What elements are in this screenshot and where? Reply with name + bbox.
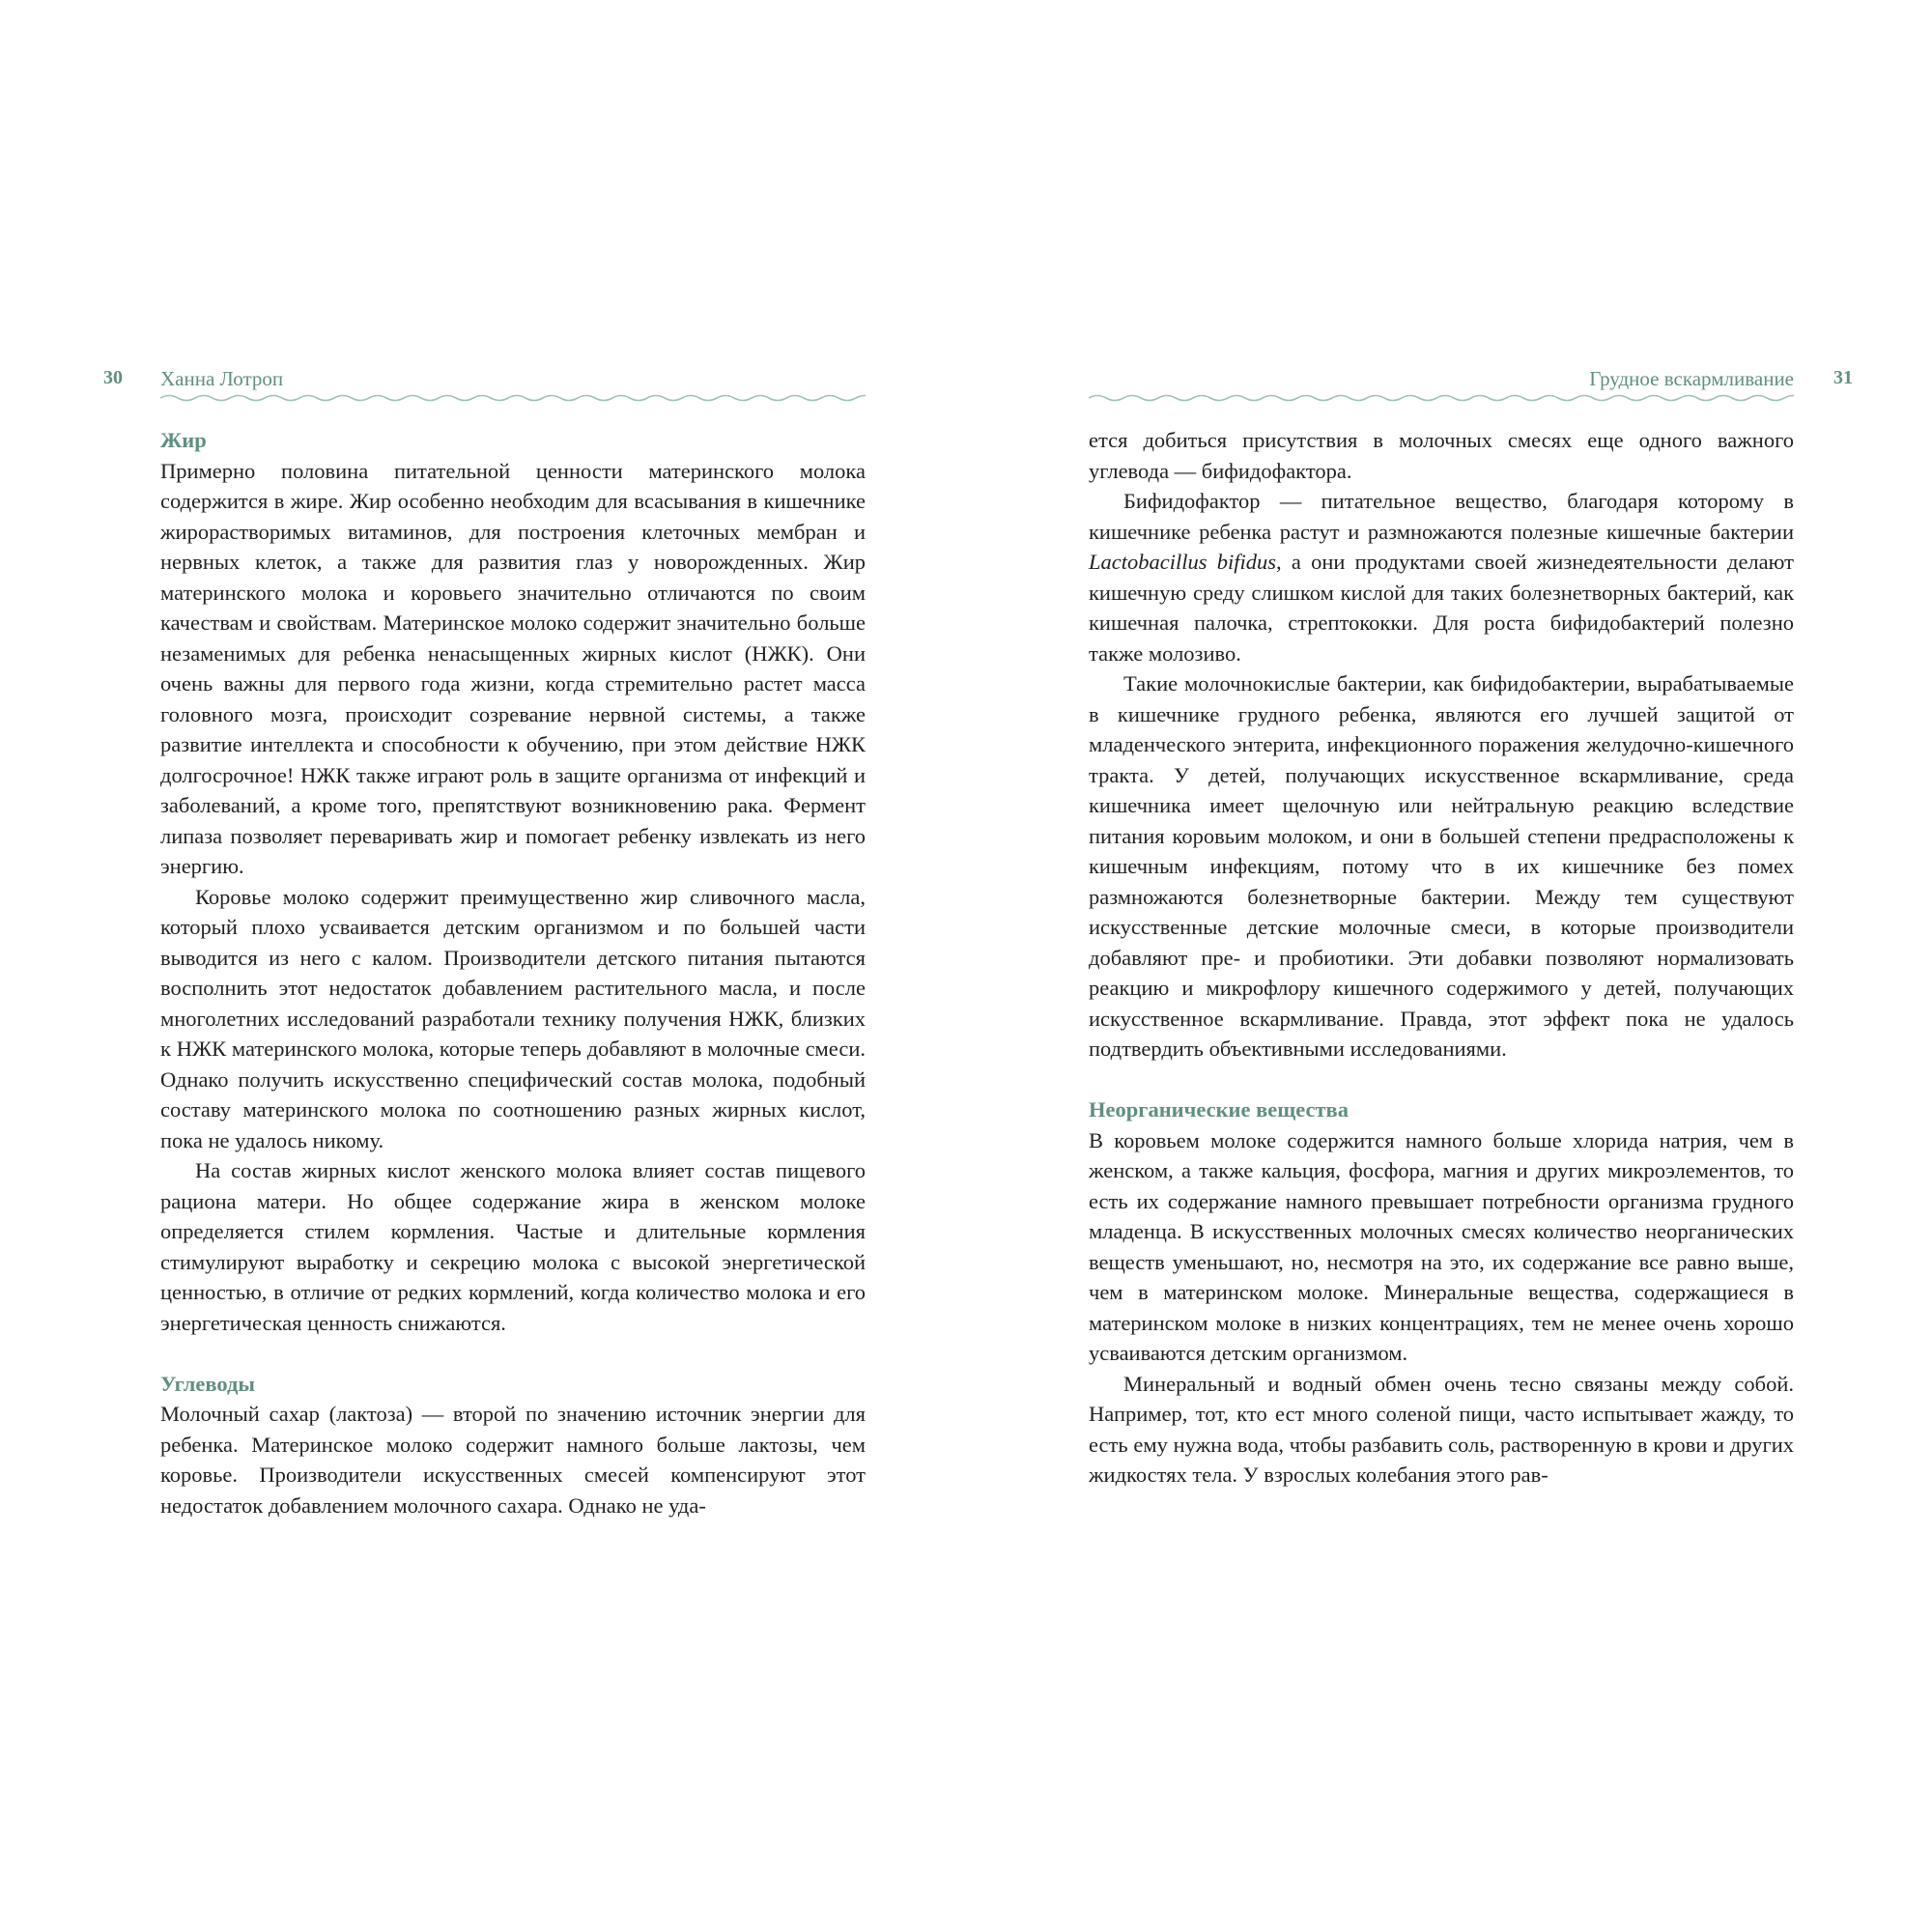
running-head: Ханна Лотроп [160,367,284,390]
header-wave-rule [1089,393,1794,403]
page-number: 30 [103,367,123,388]
section-heading-fat: Жир [160,428,207,452]
page-number: 31 [1833,367,1853,388]
paragraph: На состав жирных кислот женского молока влияет состав пищевого рациона матери. Но общее содержание жира в женском молоке определяется стилем кормления. Частые и длительные кормления стимулируют выработку и секрецию молока с высокой энергетической ценностью, в отличие от редких кормлений, когда количество молока и его энергетическая ценность снижаются. [160,1158,866,1335]
section-heading-inorganic: Неорганические вещества [1089,1097,1349,1122]
species-name: Lactobacillus bifidus [1089,550,1276,574]
paragraph: Такие молочнокислые бактерии, как бифидобактерии, вырабатываемые в кишечнике грудного ребенка, являются его лучшей защитой от младенческого энтерита, инфекционного поражения желудочно-кишечного тракта. У детей, получающих искусственное вскармливание, среда кишечника имеет щелочную или нейтральную реакцию вследствие питания коровьим молоком, и они в большей степени предрасположены к кишечным инфекциям, потому что в их кишечнике без помех размножаются болезнетворные бактерии. Между тем существуют искусственные детские молочные смеси, в которые производители добавляют пре- и пробиотики. Эти добавки позволяют нормализовать реакцию и микрофлору кишечного содержимого у детей, получающих искусственное вскармливание. Правда, этот эффект пока не удалось подтвердить объективными исследованиями. [1089,671,1794,1061]
paragraph: В коровьем молоке содержится намного больше хлорида натрия, чем в женском, а также кальция, фосфора, магния и других микроэлементов, то есть их содержание намного превышает потребности организма грудного младенца. В искусственных молочных смесях количество неорганических веществ уменьшают, но, несмотря на это, их содержание все равно выше, чем в материнском молоке. Минеральные вещества, содержащиеся в материнском молоке в низких концентрациях, тем не менее очень хорошо усваиваются детским организмом. [1089,1127,1794,1365]
paragraph: Молочный сахар (лактоза) — второй по значению источник энергии для ребенка. Материнское молоко содержит намного больше лактозы, чем коровье. Производители искусственных смесей компенсируют этот недостаток добавлением молочного сахара. Однако не уда- [160,1402,866,1518]
section-gap [160,1338,866,1369]
paragraph: Минеральный и водный обмен очень тесно связаны между собой. Например, тот, кто ест много соленой пищи, часто испытывает жажду, то есть ему нужна вода, чтобы разбавить соль, растворенную в крови и других жидкостях тела. У взрослых колебания этого рав- [1089,1371,1794,1487]
paragraph: Примерно половина питательной ценности материнского молока содержится в жире. Жир особенно необходим для всасывания в кишечнике жирорастворимых витаминов, для построения клеточных мембран и нервных клеток, а также для развития глаз у новорожденных. Жир материнского молока и коровьего значительно отличаются по своим качествам и свойствам. Материнское молоко содержит значительно больше незаменимых для ребенка ненасыщенных жирных кислот (НЖК). Они очень важны для первого года жизни, когда стремительно растет масса головного мозга, происходит созревание нервной системы, а также развитие интеллекта и способности к обучению, при этом действие НЖК долгосрочное! НЖК также играют роль в защите организма от инфекций и заболеваний, а кроме того, препятствуют возникновению рака. Фермент липаза позволяет переваривать жир и помогает ребенку извлекать из него энергию. [160,458,866,878]
paragraph: Коровье молоко содержит преимущественно жир сливочного масла, который плохо усваивается детским организмом и по большей части выводится из него с калом. Производители детского питания пытаются восполнить этот недостаток добавлением растительного масла, и после многолетних исследований разработали технику получения НЖК, близких к НЖК материнского молока, которые теперь добавляют в молочные смеси. Однако получить искусственно специфический состав молока, подобный составу материнского молока по соотношению разных жирных кислот, пока не удалось никому. [160,884,866,1152]
paragraph: ется добиться присутствия в молочных смесях еще одного важного углевода — бифидофактора. [1089,428,1794,483]
section-gap [1089,1065,1794,1095]
right-text-column [1089,425,1794,1491]
right-page [966,0,1932,1932]
section-heading-carbohydrates: Углеводы [160,1371,255,1396]
text-run: , а они продуктами своей жизнедеятельности делают кишечную среду слишком кислой для таких болезнетворных бактерий, как кишечная палочка, стрептококки. Для роста бифидобактерий полезно также молозиво. [1089,550,1794,666]
paragraph-bifidofactor [1089,486,1794,668]
left-text-column [160,425,866,1520]
running-head: Грудное вскармливание [1589,367,1794,390]
text-run: Бифидофактор — питательное вещество, благодаря которому в кишечнике ребенка растут и размножаются полезные кишечные бактерии [1089,489,1794,544]
header-wave-rule [160,393,866,403]
